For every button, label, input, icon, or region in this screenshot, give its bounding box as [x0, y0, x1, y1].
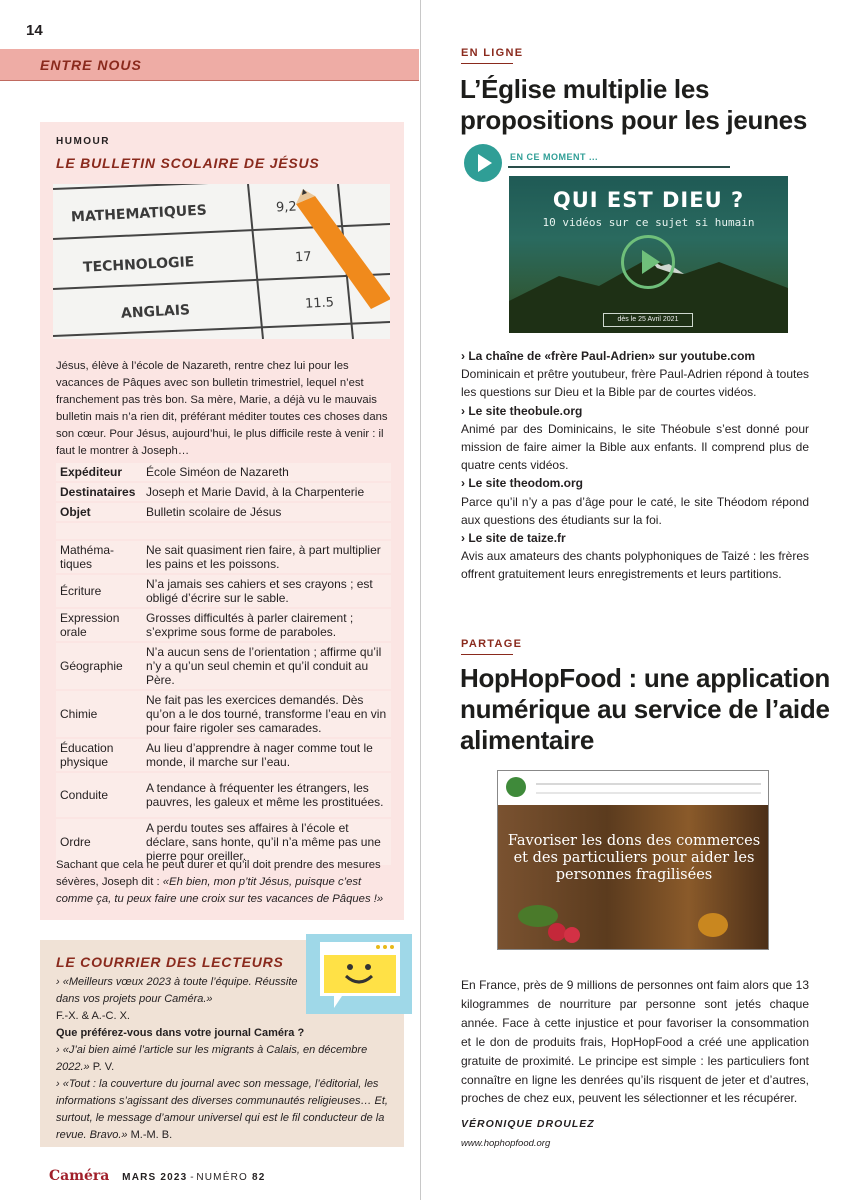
row-value: Grosses difficultés à parler clairement ; s’exprime sous forme de paraboles.: [142, 608, 391, 642]
table-row: [56, 772, 391, 818]
table-row: [56, 502, 391, 522]
link-description: Animé par des Dominicains, le site Théobule s’est donné pour mission de faire aimer la Bible aux enfants. Il comprend plus de quatre cents vidéos.: [461, 421, 809, 473]
kicker-rule: [461, 63, 513, 64]
hophopfood-logo: [506, 777, 526, 797]
row-value: Ne fait pas les exercices demandés. Dès qu’on a le dos tourné, transforme l’eau en vin pour faire rigoler ses camarades.: [142, 690, 391, 738]
joseph-quote: «Eh bien, mon p’tit Jésus, puisque c’est comme ça, tu peux faire une croix sur tes vacances de Pâques !»: [56, 876, 384, 905]
courrier-title: LE COURRIER DES LECTEURS: [56, 954, 284, 970]
footer-separator: -: [187, 1172, 197, 1183]
link-title[interactable]: › La chaîne de «frère Paul-Adrien» sur youtube.com: [461, 349, 756, 363]
row-value: N’a aucun sens de l’orientation ; affirme qu’il n’y a qu’un seul chemin et qu’il conduit au Père.: [142, 642, 391, 690]
smiley-illustration: [306, 934, 412, 1014]
humour-conclusion: [56, 857, 391, 908]
smiley-icon: [306, 934, 412, 1014]
play-icon: [464, 144, 502, 182]
nav-links: [536, 783, 761, 785]
row-label: Expéditeur: [56, 463, 142, 482]
grade-value: 9,2: [275, 199, 298, 216]
reader-letter: [56, 1076, 396, 1144]
row-value: Ne sait quasiment rien faire, à part multiplier les pains et les poissons.: [142, 540, 391, 574]
row-label: Écriture: [56, 574, 142, 608]
table-row: [56, 574, 391, 608]
report-card-photo: [53, 184, 390, 339]
humour-title: LE BULLETIN SCOLAIRE DE JÉSUS: [56, 155, 320, 171]
letter-signature: M.-M. B.: [130, 1129, 173, 1141]
row-value: Bulletin scolaire de Jésus: [142, 502, 391, 522]
reader-letter: [56, 1042, 396, 1076]
partage-body: En France, près de 9 millions de personnes ont faim alors que 13 kilogrammes de nourriture par personne sont jetés chaque année. Face à cette injustice et pour favoriser la consommation et le don de produits frais, HopHopFood a créé une application gratuite de proximité. Le principe est simple : les particuliers font connaître en ligne les denrées qu’ils risquent de jeter et d’autres, proches de chez eux, peuvent les sélectionner et les récupérer.: [461, 978, 809, 1106]
issue-number-label: NUMÉRO: [196, 1172, 252, 1183]
row-label: Chimie: [56, 690, 142, 738]
en-ligne-headline: L’Église multiplie les propositions pour les jeunes: [460, 74, 807, 135]
letter-quote: › «Tout : la couverture du journal avec son message, l’éditorial, les informations s’agissant des diverses communautés religieuses… Et, surtout, le message d’amour universel qui est le fil conducteur de la revue. Bravo.»: [56, 1078, 388, 1141]
table-row: [56, 463, 391, 482]
screenshot-slogan: Favoriser les dons des commerces et des particuliers pour aider les personnes fragilisées: [507, 833, 761, 883]
table-row: [56, 482, 391, 502]
letter-quote: › «J’ai bien aimé l’article sur les migrants à Calais, en décembre 2022.»: [56, 1044, 368, 1073]
article-website-link[interactable]: www.hophopfood.org: [461, 1138, 551, 1149]
row-value: Au lieu d’apprendre à nager comme tout le monde, il marche sur l’eau.: [142, 738, 391, 772]
table-row: [56, 690, 391, 738]
table-row: [56, 642, 391, 690]
letter-signature: P. V.: [92, 1061, 115, 1073]
table-row: [56, 540, 391, 574]
row-label: Objet: [56, 502, 142, 522]
link-description: Avis aux amateurs des chants polyphoniques de Taizé : les frères offrent gratuitement leurs enregistrements et leurs partitions.: [461, 549, 809, 582]
magazine-logo: Caméra: [49, 1168, 110, 1184]
grade-subject: TECHNOLOGIE: [82, 254, 195, 276]
row-label: Mathéma-tiques: [56, 540, 142, 574]
row-label: Destinataires: [56, 482, 142, 502]
row-label: Conduite: [56, 772, 142, 818]
site-nav: [498, 771, 769, 805]
radish-icon: [564, 927, 580, 943]
section-title: ENTRE NOUS: [40, 57, 142, 73]
reader-question: Que préférez-vous dans votre journal Caméra ?: [56, 1027, 305, 1039]
reader-letter: [56, 974, 318, 1008]
link-title[interactable]: › Le site theobule.org: [461, 403, 583, 418]
table-spacer-row: [56, 522, 391, 540]
humour-kicker: HUMOUR: [56, 136, 110, 147]
report-card-table: [56, 463, 391, 867]
conclusion-text: Sachant que cela ne peut durer et qu’il doit prendre des mesures sévères, Joseph dit :: [56, 859, 381, 888]
page-footer: [49, 1168, 266, 1184]
row-label: Éducation physique: [56, 738, 142, 772]
links-list: [461, 347, 809, 584]
video-badge: EN CE MOMENT ...: [510, 152, 599, 162]
issue-date: MARS 2023: [122, 1172, 188, 1183]
table-row: [56, 738, 391, 772]
grade-value: 11.5: [304, 295, 335, 312]
link-title[interactable]: › Le site theodom.org: [461, 476, 584, 491]
issue-number: 82: [251, 1172, 266, 1183]
article-author: VÉRONIQUE DROULEZ: [461, 1118, 595, 1130]
column-divider: [420, 0, 421, 1200]
link-description: Parce qu’il n’y a pas d’âge pour le caté, le site Théodom répond aux questions des étudiants sur la foi.: [461, 494, 809, 527]
row-label: Expression orale: [56, 608, 142, 642]
row-value: N’a jamais ses cahiers et ses crayons ; est obligé d’écrire sur le sable.: [142, 574, 391, 608]
row-value: Joseph et Marie David, à la Charpenterie: [142, 482, 391, 502]
letter-signature: F.-X. & A.-C. X.: [56, 1010, 130, 1022]
page-number: 14: [26, 22, 43, 39]
video-play-icon[interactable]: [621, 235, 675, 289]
row-value: A tendance à fréquenter les étrangers, les pauvres, les galeux et même les prostituées.: [142, 772, 391, 818]
kicker-rule: [461, 654, 513, 655]
video-title: QUI EST DIEU ?: [552, 188, 745, 212]
partage-kicker: PARTAGE: [461, 638, 523, 650]
section-band: [0, 49, 419, 81]
partage-headline: HopHopFood : une application numérique au service de l’aide alimentaire: [460, 663, 830, 755]
link-title[interactable]: › Le site de taize.fr: [461, 531, 566, 546]
video-promo: [462, 142, 802, 334]
table-row: [56, 608, 391, 642]
link-description: Dominicain et prêtre youtubeur, frère Paul-Adrien répond à toutes les questions sur Dieu et la Bible par de courtes vidéos.: [461, 367, 809, 400]
row-value: École Siméon de Nazareth: [142, 463, 391, 482]
humour-intro: Jésus, élève à l’école de Nazareth, rentre chez lui pour les vacances de Pâques avec son bulletin trimestriel, lequel n’est franchement pas très bon. Sa mère, Marie, a déjà vu le mauvais bulletin mais n’a rien dit, préférant méditer toutes ces choses dans son cœur. Pour Jésus, aujourd’hui, le plus difficile reste à venir : il faut le montrer à Joseph…: [56, 360, 388, 457]
grade-value: 17: [294, 249, 312, 266]
badge-rule: [508, 166, 730, 168]
grade-subject: MATHEMATIQUES: [70, 202, 208, 226]
video-thumbnail[interactable]: [509, 176, 788, 333]
row-label: Ordre: [56, 818, 142, 866]
video-date: dès le 25 Avril 2021: [603, 313, 693, 327]
row-value: A perdu toutes ses affaires à l’école et déclare, sans honte, qu’il n’a même pas une pierre pour oreiller.: [142, 818, 391, 866]
letter-quote: › «Meilleurs vœux 2023 à toute l’équipe. Réussite dans vos projets pour Caméra.»: [56, 976, 298, 1005]
grade-subject: ANGLAIS: [120, 302, 191, 322]
humour-box: [40, 122, 404, 920]
hophopfood-screenshot: [497, 770, 769, 950]
video-subtitle: 10 vidéos sur ce sujet si humain: [542, 216, 755, 229]
greens-icon: [518, 905, 558, 927]
squash-icon: [698, 913, 728, 937]
en-ligne-kicker: EN LIGNE: [461, 47, 524, 59]
row-label: Géographie: [56, 642, 142, 690]
